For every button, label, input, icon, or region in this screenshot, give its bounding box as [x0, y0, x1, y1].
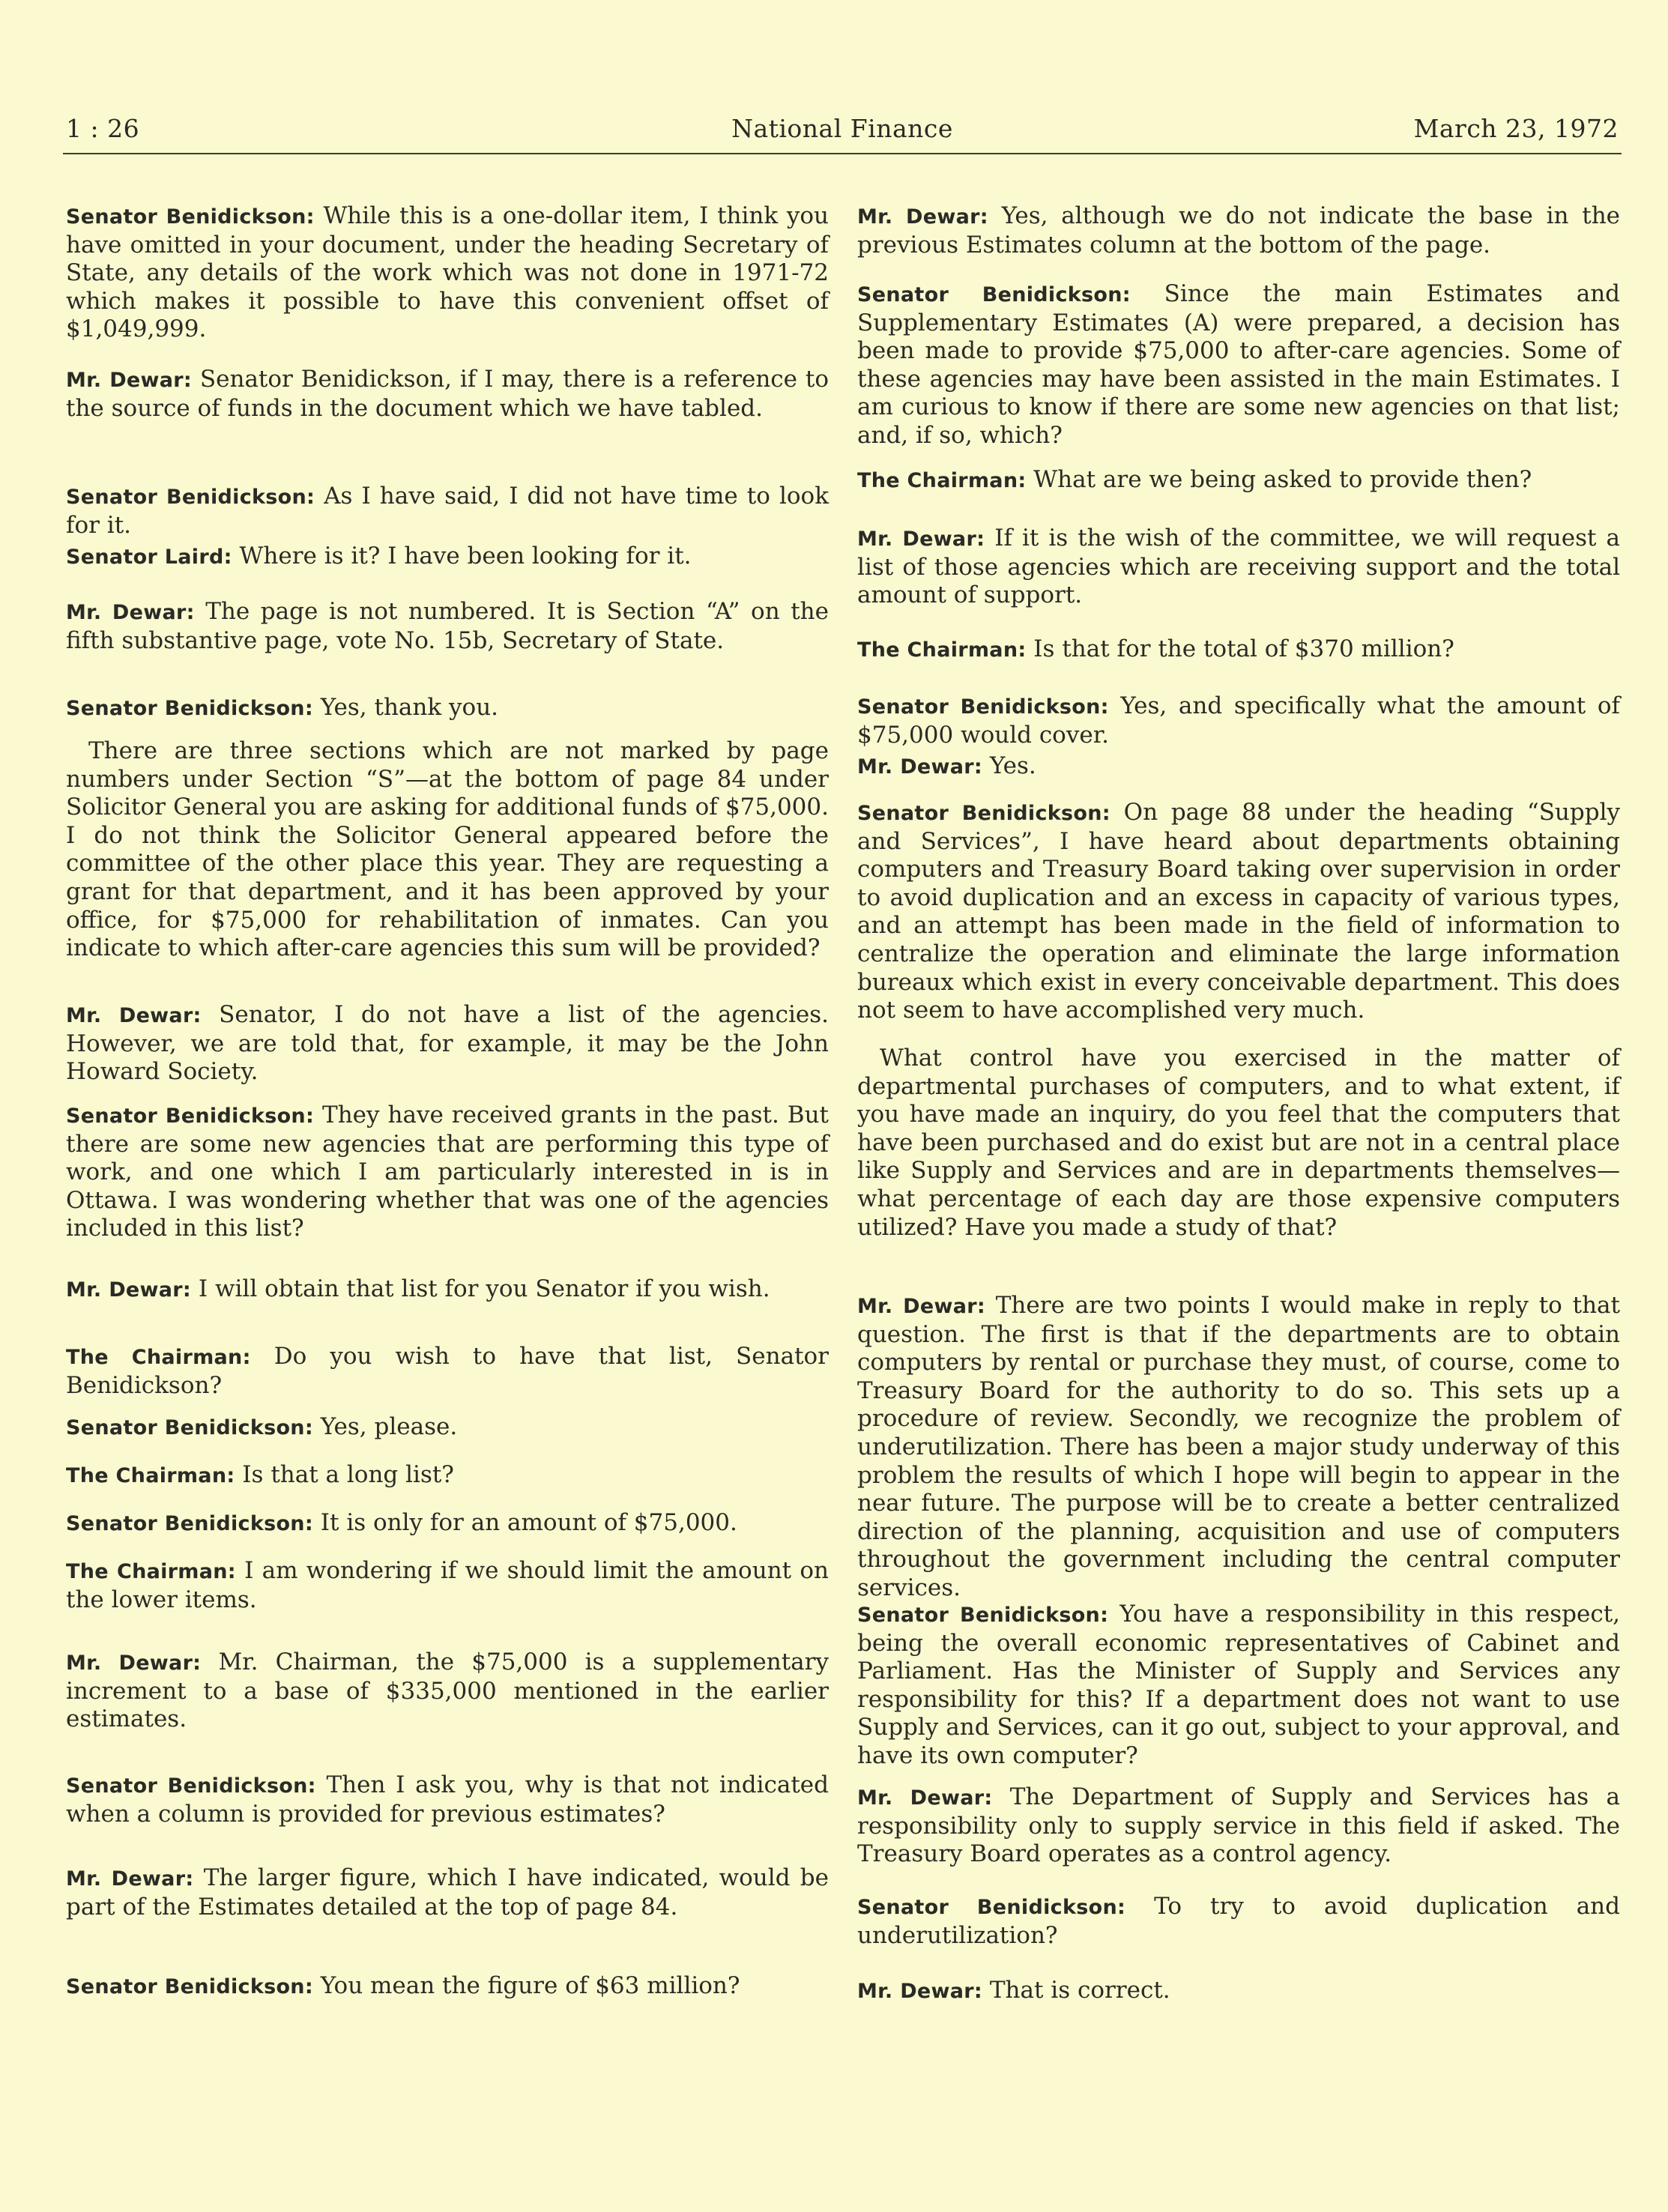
speaker-name: The Chairman: — [66, 1464, 235, 1487]
speech-text: Yes, although we do not indicate the base in the previous Estimates column at the bottom of the page. — [857, 202, 1621, 259]
speaker-name: Senator Benidickson: — [857, 1896, 1126, 1919]
transcript-paragraph — [66, 1275, 829, 1305]
transcript-paragraph — [66, 1102, 829, 1243]
transcript-paragraph — [66, 202, 829, 344]
transcript-paragraph — [66, 543, 829, 572]
transcript-paragraph — [66, 366, 829, 423]
speech-text: I will obtain that list for you Senator if you wish. — [191, 1275, 770, 1302]
speech-text: While this is a one-dollar item, I think you have omitted in your document, under the heading Secretary of State, any details of the work which was not done in 1971-72 which makes it possible to have this convenient offset of $1,049,999. — [66, 202, 830, 343]
speaker-name: Senator Benidickson: — [66, 1774, 316, 1798]
speaker-name: Senator Benidickson: — [66, 697, 313, 720]
transcript-paragraph — [66, 1771, 829, 1828]
speech-text: You have a responsibility in this respect, being the overall economic representatives of Cabinet and Parliament. Has the Minister of Supply and Services any responsibility for this? If a department does not want to use Supply and Services, can it go out, subject to your approval, and have its own computer? — [857, 1601, 1621, 1769]
speech-text: Yes. — [982, 752, 1036, 779]
speaker-name: Mr. Dewar: — [66, 1652, 202, 1675]
speaker-name: Mr. Dewar: — [66, 369, 193, 392]
speaker-name: Senator Benidickson: — [857, 1604, 1109, 1627]
transcript-paragraph — [857, 752, 1620, 782]
transcript-paragraph — [857, 202, 1620, 259]
transcript-paragraph — [857, 799, 1620, 1025]
speech-text: What are we being asked to provide then? — [1026, 466, 1532, 493]
speaker-name: Mr. Dewar: — [66, 1004, 202, 1027]
speech-text: Do you wish to have that list, Senator Benidickson? — [66, 1343, 830, 1399]
speaker-name: Mr. Dewar: — [857, 1980, 982, 2003]
speaker-name: Mr. Dewar: — [857, 205, 988, 229]
header-page-number: 1 : 26 — [66, 114, 140, 143]
transcript-paragraph — [857, 1601, 1620, 1771]
speaker-name: Mr. Dewar: — [66, 1278, 191, 1302]
speech-text: Senator, I do not have a list of the agencies. However, we are told that, for example, it may be the John Howard Society. — [66, 1001, 829, 1086]
speaker-name: Mr. Dewar: — [857, 528, 985, 551]
transcript-paragraph — [66, 1864, 829, 1921]
speech-text: You mean the figure of $63 million? — [312, 1972, 740, 1999]
speaker-name: The Chairman: — [857, 638, 1027, 662]
header-rule — [63, 153, 1622, 154]
transcript-paragraph — [66, 1557, 829, 1614]
speech-text: As I have said, I did not have time to look for it. — [66, 483, 830, 539]
transcript-paragraph — [66, 1972, 829, 2001]
transcript-paragraph — [857, 525, 1620, 610]
speaker-name: Mr. Dewar: — [857, 1786, 993, 1810]
speaker-name: Senator Benidickson: — [66, 1512, 313, 1535]
page-header — [66, 114, 1619, 153]
speaker-name: Senator Benidickson: — [66, 486, 315, 509]
speaker-name: Mr. Dewar: — [66, 601, 195, 624]
transcript-paragraph — [66, 483, 829, 540]
transcript-paragraph — [857, 1893, 1620, 1950]
speaker-name: The Chairman: — [857, 469, 1027, 492]
speech-text: To try to avoid duplication and underutilization? — [857, 1893, 1620, 1949]
speech-text: Senator Benidickson, if I may, there is a reference to the source of funds in the document which we have tabled. — [66, 366, 829, 422]
speech-text: There are three sections which are not marked by page numbers under Section “S”—at the bottom of page 84 under Solicitor General you are asking for additional funds of $75,000. I do not think the Solicitor General appeared before the committee of the other place this year. They are requesting a grant for that department, and it has been approved by your office, for $75,000 for rehabilitation of inmates. Can you indicate to which after-care agencies this sum will be provided? — [66, 737, 829, 962]
speech-text: The Department of Supply and Services has a responsibility only to supply service in this field if asked. The Treasury Board operates as a control agency. — [857, 1783, 1620, 1868]
speech-text: Mr. Chairman, the $75,000 is a supplementary increment to a base of $335,000 mentioned in the earlier estimates. — [66, 1649, 829, 1733]
speech-text: I am wondering if we should limit the amount on the lower items. — [66, 1557, 830, 1613]
transcript-paragraph — [66, 1413, 829, 1442]
speech-text: That is correct. — [982, 1977, 1170, 2004]
speech-text: Since the main Estimates and Supplementary Estimates (A) were prepared, a decision has been made to provide $75,000 to after-care agencies. Some of these agencies may have been assisted in the main Estimates. I am curious to know if there are some new agencies on that list; and, if so, which? — [857, 280, 1620, 449]
transcript-paragraph — [857, 635, 1620, 665]
header-date: March 23, 1972 — [1413, 114, 1619, 143]
transcript-paragraph — [66, 737, 829, 963]
speech-text: Where is it? I have been looking for it. — [232, 543, 692, 569]
speech-text: The larger figure, which I have indicated, would be part of the Estimates detailed at the top of page 84. — [66, 1864, 829, 1921]
speech-text: There are two points I would make in reply to that question. The first is that if the departments are to obtain computers by rental or purchase they must, of course, come to Treasury Board for the authority to do so. This sets up a procedure of review. Secondly, we recognize the problem of underutilization. There has been a major study underway of this problem the results of which I hope will begin to appear in the near future. The purpose will be to create a better centralized direction of the planning, acquisition and use of computers throughout the government including the central computer services. — [857, 1292, 1621, 1601]
speaker-name: Mr. Dewar: — [66, 1867, 194, 1891]
transcript-paragraph — [857, 1292, 1620, 1603]
speech-text: Yes, please. — [312, 1413, 458, 1440]
speaker-name: The Chairman: — [66, 1346, 251, 1369]
transcript-paragraph — [857, 692, 1620, 749]
transcript-paragraph — [66, 1343, 829, 1400]
transcript-paragraph — [66, 1461, 829, 1490]
speech-text: What control have you exercised in the matter of departmental purchases of computers, and to what extent, if you have made an inquiry, do you feel that the computers that have been purchased and do exist but are not in a central place like Supply and Services and are in departments themselves—what percentage of each day are those expensive computers utilized? Have you made a study of that? — [857, 1045, 1620, 1241]
speech-text: On page 88 under the heading “Supply and Services”, I have heard about departments obtaining computers and Treasury Board taking over supervision in order to avoid duplication and an excess in capacity of various types, and an attempt has been made in the field of information to centralize the operation and eliminate the large information bureaux which exist in every conceivable department. This does not seem to have accomplished very much. — [857, 799, 1621, 1024]
speaker-name: Mr. Dewar: — [857, 1295, 985, 1318]
speech-text: Yes, and specifically what the amount of $75,000 would cover. — [857, 692, 1621, 749]
speech-text: If it is the wish of the committee, we will request a list of those agencies which are receiving support and the total amount of support. — [857, 525, 1620, 609]
speaker-name: Senator Benidickson: — [66, 1105, 315, 1128]
speech-text: Is that a long list? — [235, 1461, 454, 1488]
speech-text: Yes, thank you. — [312, 694, 499, 721]
speaker-name: Senator Benidickson: — [857, 695, 1109, 719]
transcript-paragraph — [66, 694, 829, 723]
speaker-name: Senator Benidickson: — [857, 802, 1111, 825]
speaker-name: Senator Benidickson: — [66, 205, 315, 229]
speaker-name: Senator Benidickson: — [66, 1416, 313, 1439]
speech-text: Then I ask you, why is that not indicated when a column is provided for previous estimates? — [66, 1771, 829, 1828]
transcript-paragraph — [66, 1649, 829, 1734]
speaker-name: Senator Laird: — [66, 546, 232, 569]
transcript-paragraph — [857, 1977, 1620, 2006]
speech-text: The page is not numbered. It is Section “A” on the fifth substantive page, vote No. 15b, Secretary of State. — [66, 598, 829, 654]
speaker-name: Mr. Dewar: — [857, 755, 982, 779]
speech-text: They have received grants in the past. But there are some new agencies that are performing this type of work, and one which I am particularly interested in is in Ottawa. I was wondering whether that was one of the agencies included in this list? — [66, 1102, 829, 1242]
transcript-paragraph — [857, 1783, 1620, 1869]
speaker-name: The Chairman: — [66, 1560, 236, 1583]
speaker-name: Senator Benidickson: — [66, 1975, 313, 1998]
transcript-paragraph — [66, 1001, 829, 1087]
transcript-paragraph — [857, 1045, 1620, 1242]
speech-text: It is only for an amount of $75,000. — [312, 1509, 737, 1536]
header-title: National Finance — [731, 114, 953, 143]
transcript-paragraph — [66, 1509, 829, 1538]
transcript-paragraph — [857, 466, 1620, 495]
speech-text: Is that for the total of $370 million? — [1026, 635, 1454, 662]
transcript-paragraph — [857, 280, 1620, 450]
speaker-name: Senator Benidickson: — [857, 283, 1131, 306]
transcript-paragraph — [66, 598, 829, 655]
